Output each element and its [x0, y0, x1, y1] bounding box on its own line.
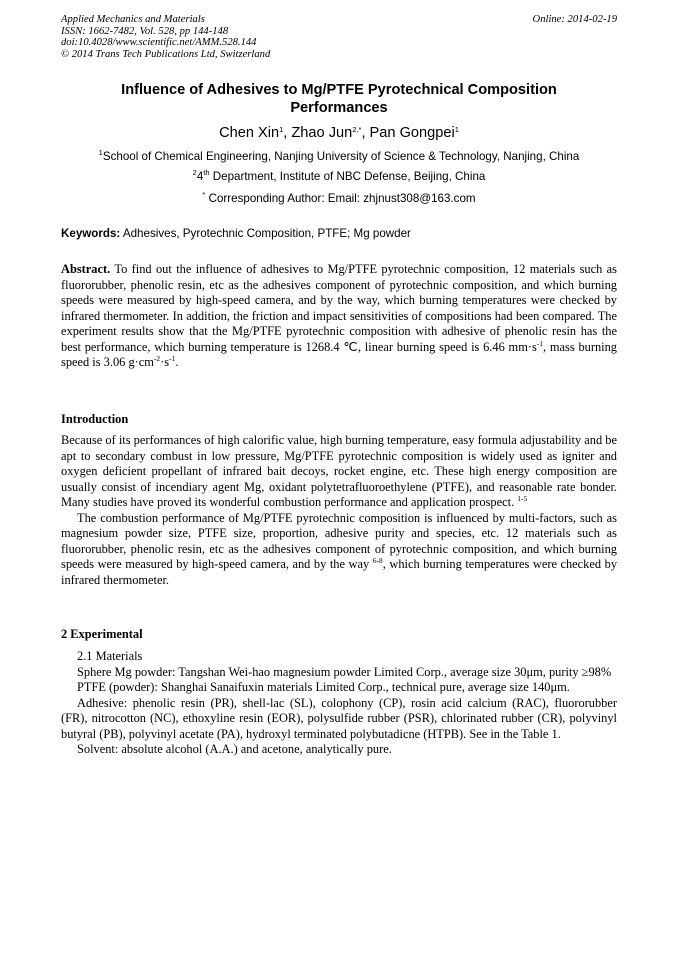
affiliation-number: 4: [196, 170, 204, 183]
subsection-heading: 2.1 Materials: [77, 649, 143, 663]
paper-title: [61, 82, 617, 117]
title-line-2: Performances: [290, 99, 388, 116]
paragraph-text: The combustion performance of Mg/PTFE pyrotechnic composition is influenced by multi-factors, such as magnesium powder size, PTFE size, proportion, adhesive purity and species, etc. 12 materials such as fluororubber, phenolic resin, etc as the adhesives component of pyrotechnic composition, and which burning speeds were measured by high-speed camera, and by the way: [61, 510, 617, 571]
introduction-heading: Introduction: [61, 412, 129, 426]
doi: doi:10.4028/www.scientific.net/AMM.528.144: [61, 37, 257, 48]
affiliation-mark: 1: [98, 148, 103, 157]
corresponding-author: [61, 192, 617, 206]
experimental-body: [61, 649, 617, 758]
keywords-label: Keywords:: [61, 227, 121, 240]
paragraph-text: Because of its performances of high calorific value, high burning temperature, easy formula adjustability and be apt to secondary combust in low pressure, Mg/PTFE pyrotechnic composition is widely used as igniter and oxygen deficient propellant of infrared bait decoys, rocket engine, etc. These high energy composition are usually consist of incendiary agent Mg, oxidant polytetrafluoroethylene (PTFE), and reasonable rate bonder. Many studies have proved its wonderful combustion performance and application prospect.: [61, 433, 617, 509]
abstract: [61, 262, 617, 371]
paragraph: [61, 511, 617, 589]
introduction-body: [61, 433, 617, 588]
author-affiliation-mark: 1: [454, 125, 459, 134]
unit-exponent: -1: [536, 338, 544, 348]
online-date: Online: 2014-02-19: [532, 14, 617, 25]
paragraph: PTFE (powder): Shanghai Sanaifuxin materials Limited Corp., technical pure, average size 140μm.: [77, 680, 570, 694]
affiliation-mark: 2: [192, 168, 197, 177]
abstract-text: .: [175, 355, 179, 369]
paragraph: Adhesive: phenolic resin (PR), shell-lac (SL), colophony (CP), rosin acid calcium (RAC), fluororubber (FR), nitrocotton (NC), ethoxyline resin (EOR), polysulfide rubber (PSR), chlorinated rubber (CR), polyvinyl butyral (PB), polyvinyl acetate (PA), hydroxyl terminated polybutadicne (HTPB). See in the Table 1.: [61, 695, 617, 741]
corresponding-author-text: Corresponding Author: Email: zhjnust308@163.com: [208, 192, 476, 205]
affiliation-text: Department, Institute of NBC Defense, Beijing, China: [209, 170, 486, 183]
affiliation-1: [61, 150, 617, 164]
paragraph: [61, 433, 617, 511]
journal-name: Applied Mechanics and Materials: [61, 14, 205, 25]
author-name: Chen Xin: [219, 125, 280, 141]
author-name: Pan Gongpei: [369, 125, 455, 141]
paragraph: Sphere Mg powder: Tangshan Wei-hao magnesium powder Limited Corp., average size 30μm, purity ≥98%: [77, 664, 612, 679]
running-header: [61, 14, 617, 60]
author-name: Zhao Jun: [291, 125, 353, 141]
unit-exponent: -1: [169, 354, 176, 363]
title-line-1: Influence of Adhesives to Mg/PTFE Pyrotechnical Composition: [121, 82, 557, 98]
unit-exponent: -2: [153, 354, 161, 363]
abstract-text: To find out the influence of adhesives to Mg/PTFE pyrotechnic composition, 12 materials such as fluororubber, phenolic resin, etc as the adhesives component of pyrotechnic composition, and which burning speeds were measured by high-speed camera, and by the way, which burning temperatures were checked by infrared thermometer. In addition, the friction and impact sensitivities of compositions had been compared. The experiment results show that the Mg/PTFE pyrotechnic composition with adhesive of phenolic resin has the best performance, which burning temperature is 1268.4 ℃, linear burning speed is 6.46 mm·s: [61, 262, 617, 354]
paragraph-text: , which burning temperatures were checked by infrared thermometer.: [61, 557, 618, 587]
copyright: © 2014 Trans Tech Publications Ltd, Switzerland: [61, 48, 271, 60]
author-list: Chen Xin$^1$, Zhao Jun$^{2,*}$, Pan Gongpei$^1$: [219, 125, 459, 141]
asterisk-mark: *: [202, 190, 206, 199]
ordinal-suffix: th: [203, 168, 210, 177]
paragraph: Solvent: absolute alcohol (A.A.) and acetone, analytically pure.: [77, 742, 392, 756]
abstract-label: Abstract.: [61, 262, 111, 276]
keywords: [61, 227, 617, 241]
citation: 6-8: [372, 556, 383, 565]
affiliation-text: School of Chemical Engineering, Nanjing University of Science & Technology, Nanjing, China: [102, 150, 580, 163]
author-affiliation-mark: 1: [279, 125, 284, 134]
issn: ISSN: 1662-7482, Vol. 528, pp 144-148: [61, 25, 229, 37]
citation: 1-5: [517, 494, 528, 503]
affiliation-2: [61, 170, 617, 184]
abstract-text: ·s: [160, 355, 170, 369]
author-affiliation-mark: 2,*: [352, 125, 362, 134]
abstract-text: , mass burning speed is 3.06 g·cm: [61, 339, 618, 369]
keywords-text: Adhesives, Pyrotechnic Composition, PTFE; Mg powder: [122, 227, 411, 240]
experimental-heading: 2 Experimental: [61, 627, 143, 641]
